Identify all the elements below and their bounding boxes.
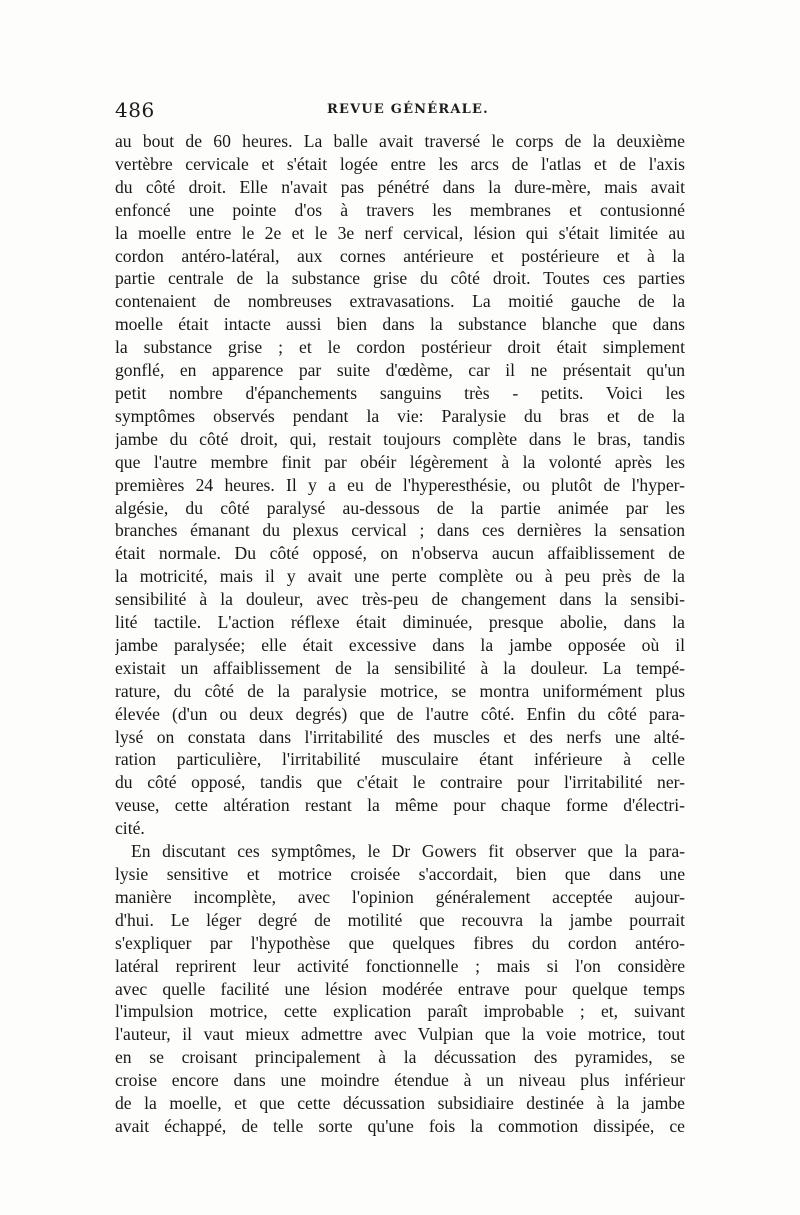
text-line: du côté droit. Elle n'avait pas pénétré dans la dure-mère, mais avait (115, 176, 685, 197)
text-line: avait échappé, de telle sorte qu'une fois la commotion dissipée, ce (115, 1115, 685, 1136)
text-line: En discutant ces symptômes, le Dr Gowers fit observer que la para- (131, 841, 685, 862)
text-line: partie centrale de la substance grise du côté droit. Toutes ces parties (115, 268, 685, 289)
text-line: élevée (d'un ou deux degrés) que de l'autre côté. Enfin du côté para- (115, 703, 685, 724)
text-line: d'hui. Le léger degré de motilité que recouvra la jambe pourrait (115, 909, 685, 930)
text-line: lité tactile. L'action réflexe était diminuée, presque abolie, dans la (115, 612, 685, 633)
text-line: du côté opposé, tandis que c'était le contraire pour l'irritabilité ner- (115, 772, 685, 793)
text-line: l'impulsion motrice, cette explication paraît improbable ; et, suivant (115, 1001, 685, 1022)
text-line: gonflé, en apparence par suite d'œdème, car il ne présentait qu'un (115, 360, 685, 381)
text-line: en se croisant principalement à la décussation des pyramides, se (115, 1047, 685, 1068)
text-line: jambe paralysée; elle était excessive dans la jambe opposée où il (115, 634, 685, 655)
body-text (115, 130, 685, 1138)
text-line: vertèbre cervicale et s'était logée entre les arcs de l'atlas et de l'axis (115, 153, 685, 174)
text-line: ration particulière, l'irritabilité musculaire étant inférieure à celle (115, 749, 685, 770)
text-line: petit nombre d'épanchements sanguins très - petits. Voici les (115, 382, 685, 403)
text-line: rature, du côté de la paralysie motrice, se montra uniformément plus (115, 680, 685, 701)
text-line: branches émanant du plexus cervical ; dans ces dernières la sensation (115, 520, 685, 541)
page-header (115, 98, 685, 128)
text-line: l'auteur, il vaut mieux admettre avec Vulpian que la voie motrice, tout (115, 1024, 685, 1045)
text-line: croise encore dans une moindre étendue à un niveau plus inférieur (115, 1070, 685, 1091)
text-line: la moelle entre le 2e et le 3e nerf cervical, lésion qui s'était limitée au (115, 222, 685, 243)
text-line: la substance grise ; et le cordon postérieur droit était simplement (115, 337, 685, 358)
text-line: existait un affaiblissement de la sensibilité à la douleur. La tempé- (115, 657, 685, 678)
text-line: premières 24 heures. Il y a eu de l'hyperesthésie, ou plutôt de l'hyper- (115, 474, 685, 495)
text-line: lysé on constata dans l'irritabilité des muscles et des nerfs une alté- (115, 726, 685, 747)
running-title: REVUE GÉNÉRALE. (327, 102, 489, 117)
text-line: au bout de 60 heures. La balle avait traversé le corps de la deuxième (115, 131, 685, 151)
paragraph (115, 130, 685, 840)
text-line: cité. (115, 818, 145, 839)
text-line: était normale. Du côté opposé, on n'observa aucun affaiblissement de (115, 543, 685, 564)
text-line: symptômes observés pendant la vie: Paralysie du bras et de la (115, 405, 685, 426)
text-line: que l'autre membre finit par obéir légèrement à la volonté après les (115, 451, 685, 472)
text-line: latéral reprirent leur activité fonctionnelle ; mais si l'on considère (115, 955, 685, 976)
text-line: manière incomplète, avec l'opinion généralement acceptée aujour- (115, 886, 685, 907)
text-line: la motricité, mais il y avait une perte complète ou à peu près de la (115, 566, 685, 587)
text-line: lysie sensitive et motrice croisée s'accordait, bien que dans une (115, 864, 685, 884)
paragraph (115, 840, 685, 1138)
text-line: s'expliquer par l'hypothèse que quelques fibres du cordon antéro- (115, 932, 685, 953)
text-line: cordon antéro-latéral, aux cornes antérieure et postérieure et à la (115, 245, 685, 266)
text-line: contenaient de nombreuses extravasations. La moitié gauche de la (115, 291, 685, 312)
text-line: de la moelle, et que cette décussation subsidiaire destinée à la jambe (115, 1093, 685, 1114)
text-line: algésie, du côté paralysé au-dessous de la partie animée par les (115, 497, 685, 518)
text-line: avec quelle facilité une lésion modérée entrave pour quelque temps (115, 978, 685, 999)
text-line: enfoncé une pointe d'os à travers les membranes et contusionné (115, 199, 685, 220)
text-line: jambe du côté droit, qui, restait toujours complète dans le bras, tandis (115, 428, 685, 449)
text-line: moelle était intacte aussi bien dans la substance blanche que dans (115, 314, 685, 335)
page-number: 486 (115, 98, 155, 122)
text-line: veuse, cette altération restant la même pour chaque forme d'électri- (115, 795, 685, 816)
text-line: sensibilité à la douleur, avec très-peu de changement dans la sensibi- (115, 589, 685, 610)
